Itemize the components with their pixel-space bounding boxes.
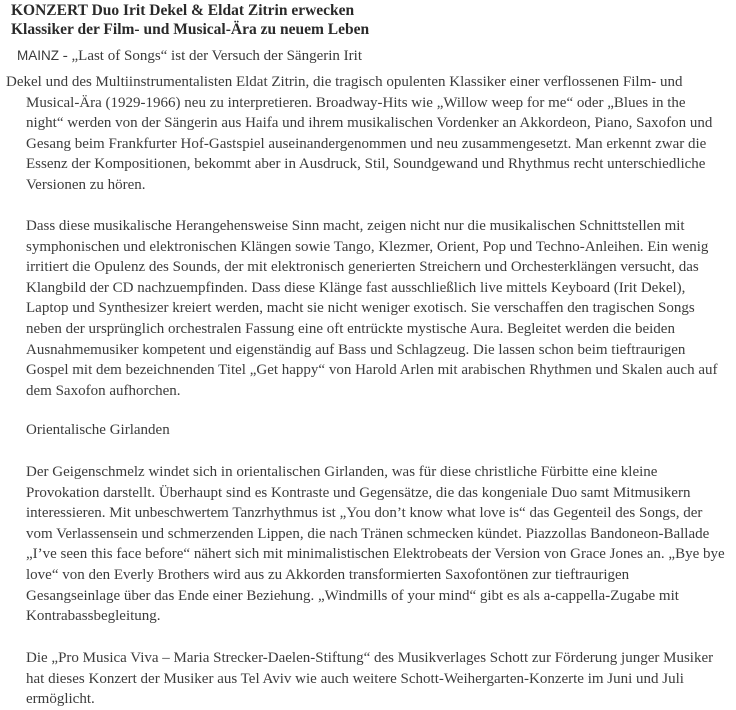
dateline-city: MAINZ: [17, 48, 59, 63]
headline-line-1: KONZERT Duo Irit Dekel & Eldat Zitrin erwecken: [11, 2, 355, 19]
lead-start: - „Last of Songs“ ist der Versuch der Sängerin Irit: [59, 48, 362, 64]
paragraph-4: Die „Pro Musica Viva – Maria Strecker-Daelen-Stiftung“ des Musikverlages Schott zur Förderung junger Musiker hat dieses Konzert der Musiker aus Tel Aviv wie auch weitere Schott-Weihergarten-Konzerte im Juni und Juli ermöglicht.: [26, 650, 714, 708]
headline: [11, 1, 731, 39]
paragraph-3: Der Geigenschmelz windet sich in orientalischen Girlanden, was für diese christliche Fürbitte eine kleine Provokation darstellt. Überhaupt sind es Kontraste und Gegensätze, die das kongeniale Duo samt Mitmusikern interessieren. Mit unbeschwertem Tanzrhythmus ist „You don’t know what love is“ das Gegenteil des Songs, der vom Verlassensein und schmerzenden Lippen, die nach Tränen schmecken kündet. Piazzollas Bandoneon-Ballade „I’ve seen this face before“ nähert sich mit minimalistischen Elektrobeats der Version von Grace Jones an. „Bye bye love“ von den Everly Brothers wird aus zu Akkorden transformierten Saxofontönen zur tieftraurigen Gesangseinlage über das Ende einer Beziehung. „Windmills of your mind“ gibt es als a-cappella-Zugabe mit Kontrabassbegleitung.: [26, 464, 725, 625]
paragraph-1: Dekel und des Multiinstrumentalisten Eldat Zitrin, die tragisch opulenten Klassiker einer verflossenen Film- und Musical-Ära (1929-1966) neu zu interpretieren. Broadway-Hits wie „Willow weep for me“ oder „Blues in the night“ werden von der Sängerin aus Haifa und ihrem musikalischen Vordenker an Akkordeon, Piano, Saxofon und Gesang beim Frankfurter Hof-Gastspiel auseinandergenommen und neu zusammengesetzt. Man erkennt zwar die Essenz der Kompositionen, bekommt aber in Ausdruck, Stil, Soundgewand und Rhythmus recht unterschiedliche Versionen zu hören.: [6, 74, 713, 193]
dateline-lead: [17, 46, 727, 66]
paragraph-2: Dass diese musikalische Herangehensweise Sinn macht, zeigen nicht nur die musikalischen Schnittstellen mit symphonischen und elektronischen Klängen sowie Tango, Klezmer, Orient, Pop und Techno-Anleihen. Ein wenig irritiert die Opulenz des Sounds, der mit elektronisch generierten Streichern und Orchesterklängen versucht, das Klangbild der CD nachzuempfinden. Dass diese Klänge fast ausschließlich live mittels Keyboard (Irit Dekel), Laptop und Synthesizer kreiert werden, macht sie nicht weniger exotisch. Sie verschaffen den tragischen Songs neben der ursprünglich orchestralen Fassung eine oft entrückte mystische Aura. Begleitet werden die beiden Ausnahmemusiker kompetent und eigenständig auf Bass und Schlagzeug. Die lassen schon beim tieftraurigen Gospel mit dem bezeichnenden Titel „Get happy“ von Harold Arlen mit arabischen Rhythmen und Skalen auch auf dem Saxofon aufhorchen.: [26, 218, 718, 399]
headline-line-2: Klassiker der Film- und Musical-Ära zu neuem Leben: [11, 21, 370, 38]
subheading: Orientalische Girlanden: [26, 422, 170, 438]
